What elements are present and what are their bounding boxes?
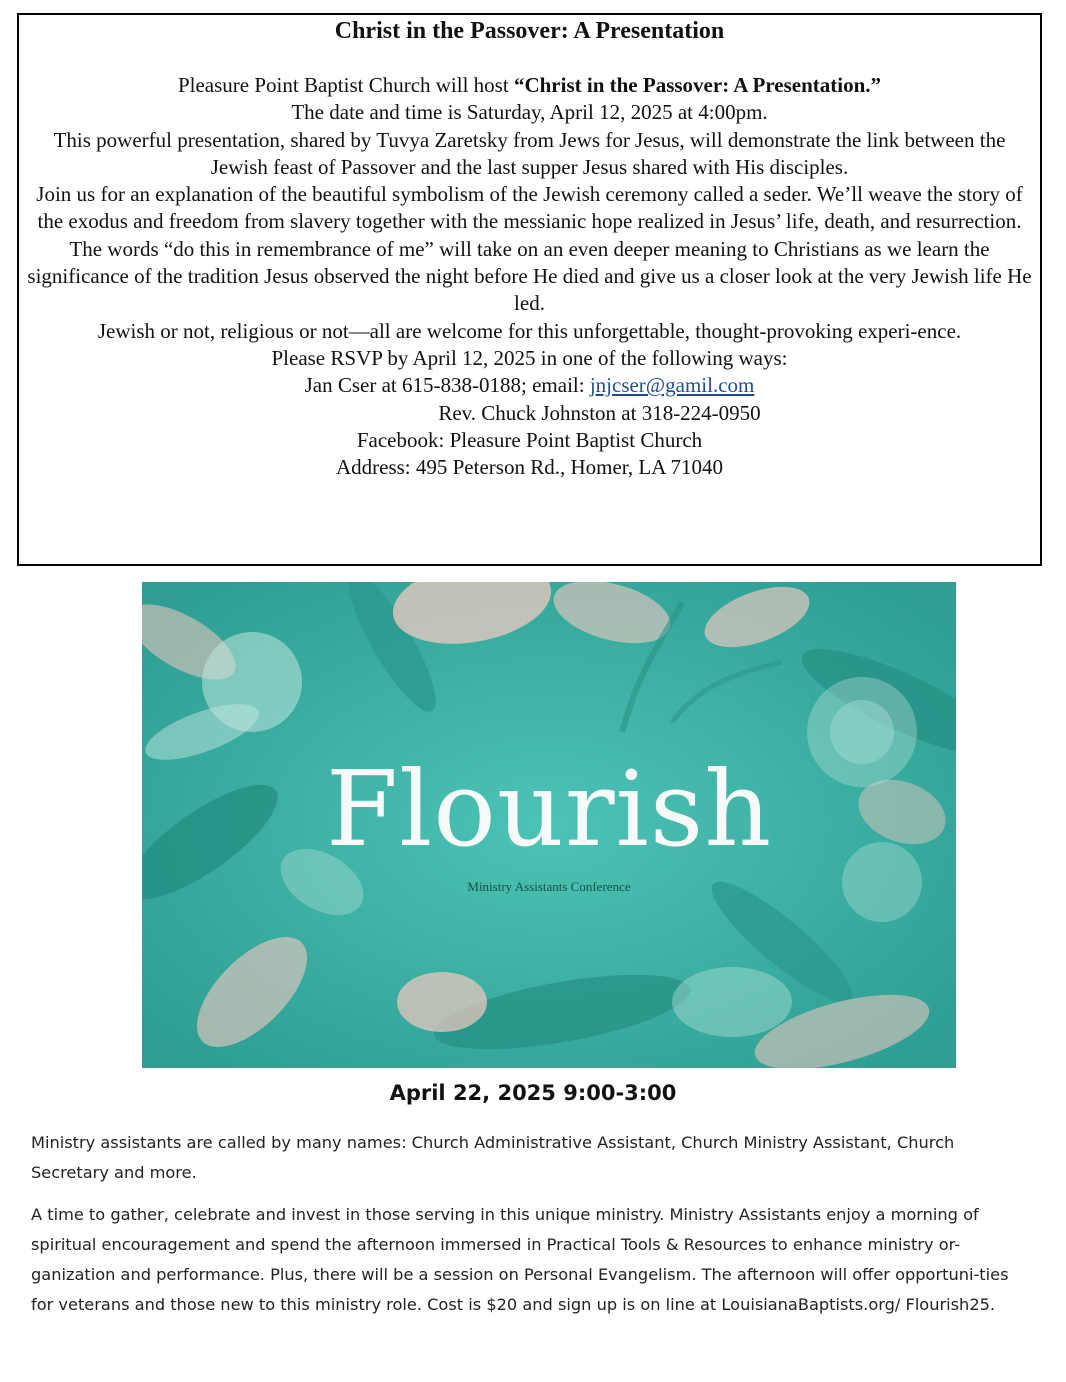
passover-body bbox=[19, 72, 1040, 481]
passover-contact-2: Rev. Chuck Johnston at 318-224-0950 bbox=[438, 400, 761, 425]
flourish-logo: Flourish bbox=[325, 748, 773, 870]
flourish-subtitle: Ministry Assistants Conference bbox=[467, 879, 631, 894]
passover-contact-1 bbox=[25, 372, 1034, 399]
flourish-paragraph-1: Ministry assistants are called by many names: Church Administrative Assistant, Church Ministry Assistant, Church Secretary and more. bbox=[31, 1133, 955, 1182]
flourish-banner-image bbox=[142, 582, 956, 1068]
passover-date-time: The date and time is Saturday, April 12, 2025 at 4:00pm. bbox=[291, 100, 768, 125]
passover-facebook: Facebook: Pleasure Point Baptist Church bbox=[356, 427, 703, 452]
flourish-date: April 22, 2025 9:00-3:00 bbox=[389, 1081, 677, 1105]
passover-title: Christ in the Passover: A Presentation bbox=[334, 18, 725, 44]
passover-intro-prefix: Pleasure Point Baptist Church will host bbox=[177, 73, 514, 97]
passover-description-2: Join us for an explanation of the beautiful symbolism of the Jewish ceremony called a seder. We’ll weave the story of the exodus and freedom from slavery together with the messianic hope realized in Jesus’ life, death, and resurrection. The words “do this in remembrance of me” will take on an even deeper meaning to Christians as we learn the significance of the tradition Jesus observed the night before He died and give us a closer look at the very Jewish life He led. bbox=[27, 182, 1032, 316]
email-link[interactable]: jnjcser@gamil.com bbox=[589, 373, 755, 398]
passover-welcome: Jewish or not, religious or not—all are welcome for this unforgettable, thought-provoking experi-ence. bbox=[97, 318, 962, 343]
passover-description-1: This powerful presentation, shared by Tuvya Zaretsky from Jews for Jesus, will demonstrate the link between the Jewish feast of Passover and the last supper Jesus shared with His disciples. bbox=[53, 127, 1006, 179]
passover-intro bbox=[25, 72, 1034, 99]
passover-announcement-box bbox=[17, 13, 1042, 566]
flourish-paragraph-2: A time to gather, celebrate and invest in those serving in this unique ministry. Ministry Assistants enjoy a morning of spiritual encouragement and spend the afternoon immersed in Practical Tools & Resources to enhance ministry or-ganization and performance. Plus, there will be a session on Personal Evangelism. The afternoon will offer opportuni-ties for veterans and those new to this ministry role. Cost is $20 and sign up is on line at LouisianaBaptists.org/ Flourish25. bbox=[31, 1205, 1009, 1314]
passover-address: Address: 495 Peterson Rd., Homer, LA 71040 bbox=[335, 455, 724, 480]
passover-intro-bold: “Christ in the Passover: A Presentation.” bbox=[513, 73, 882, 97]
contact-1-prefix: Jan Cser at 615-838-0188; email: bbox=[304, 373, 590, 398]
flourish-description bbox=[31, 1128, 1031, 1332]
passover-rsvp: Please RSVP by April 12, 2025 in one of the following ways: bbox=[271, 345, 788, 370]
